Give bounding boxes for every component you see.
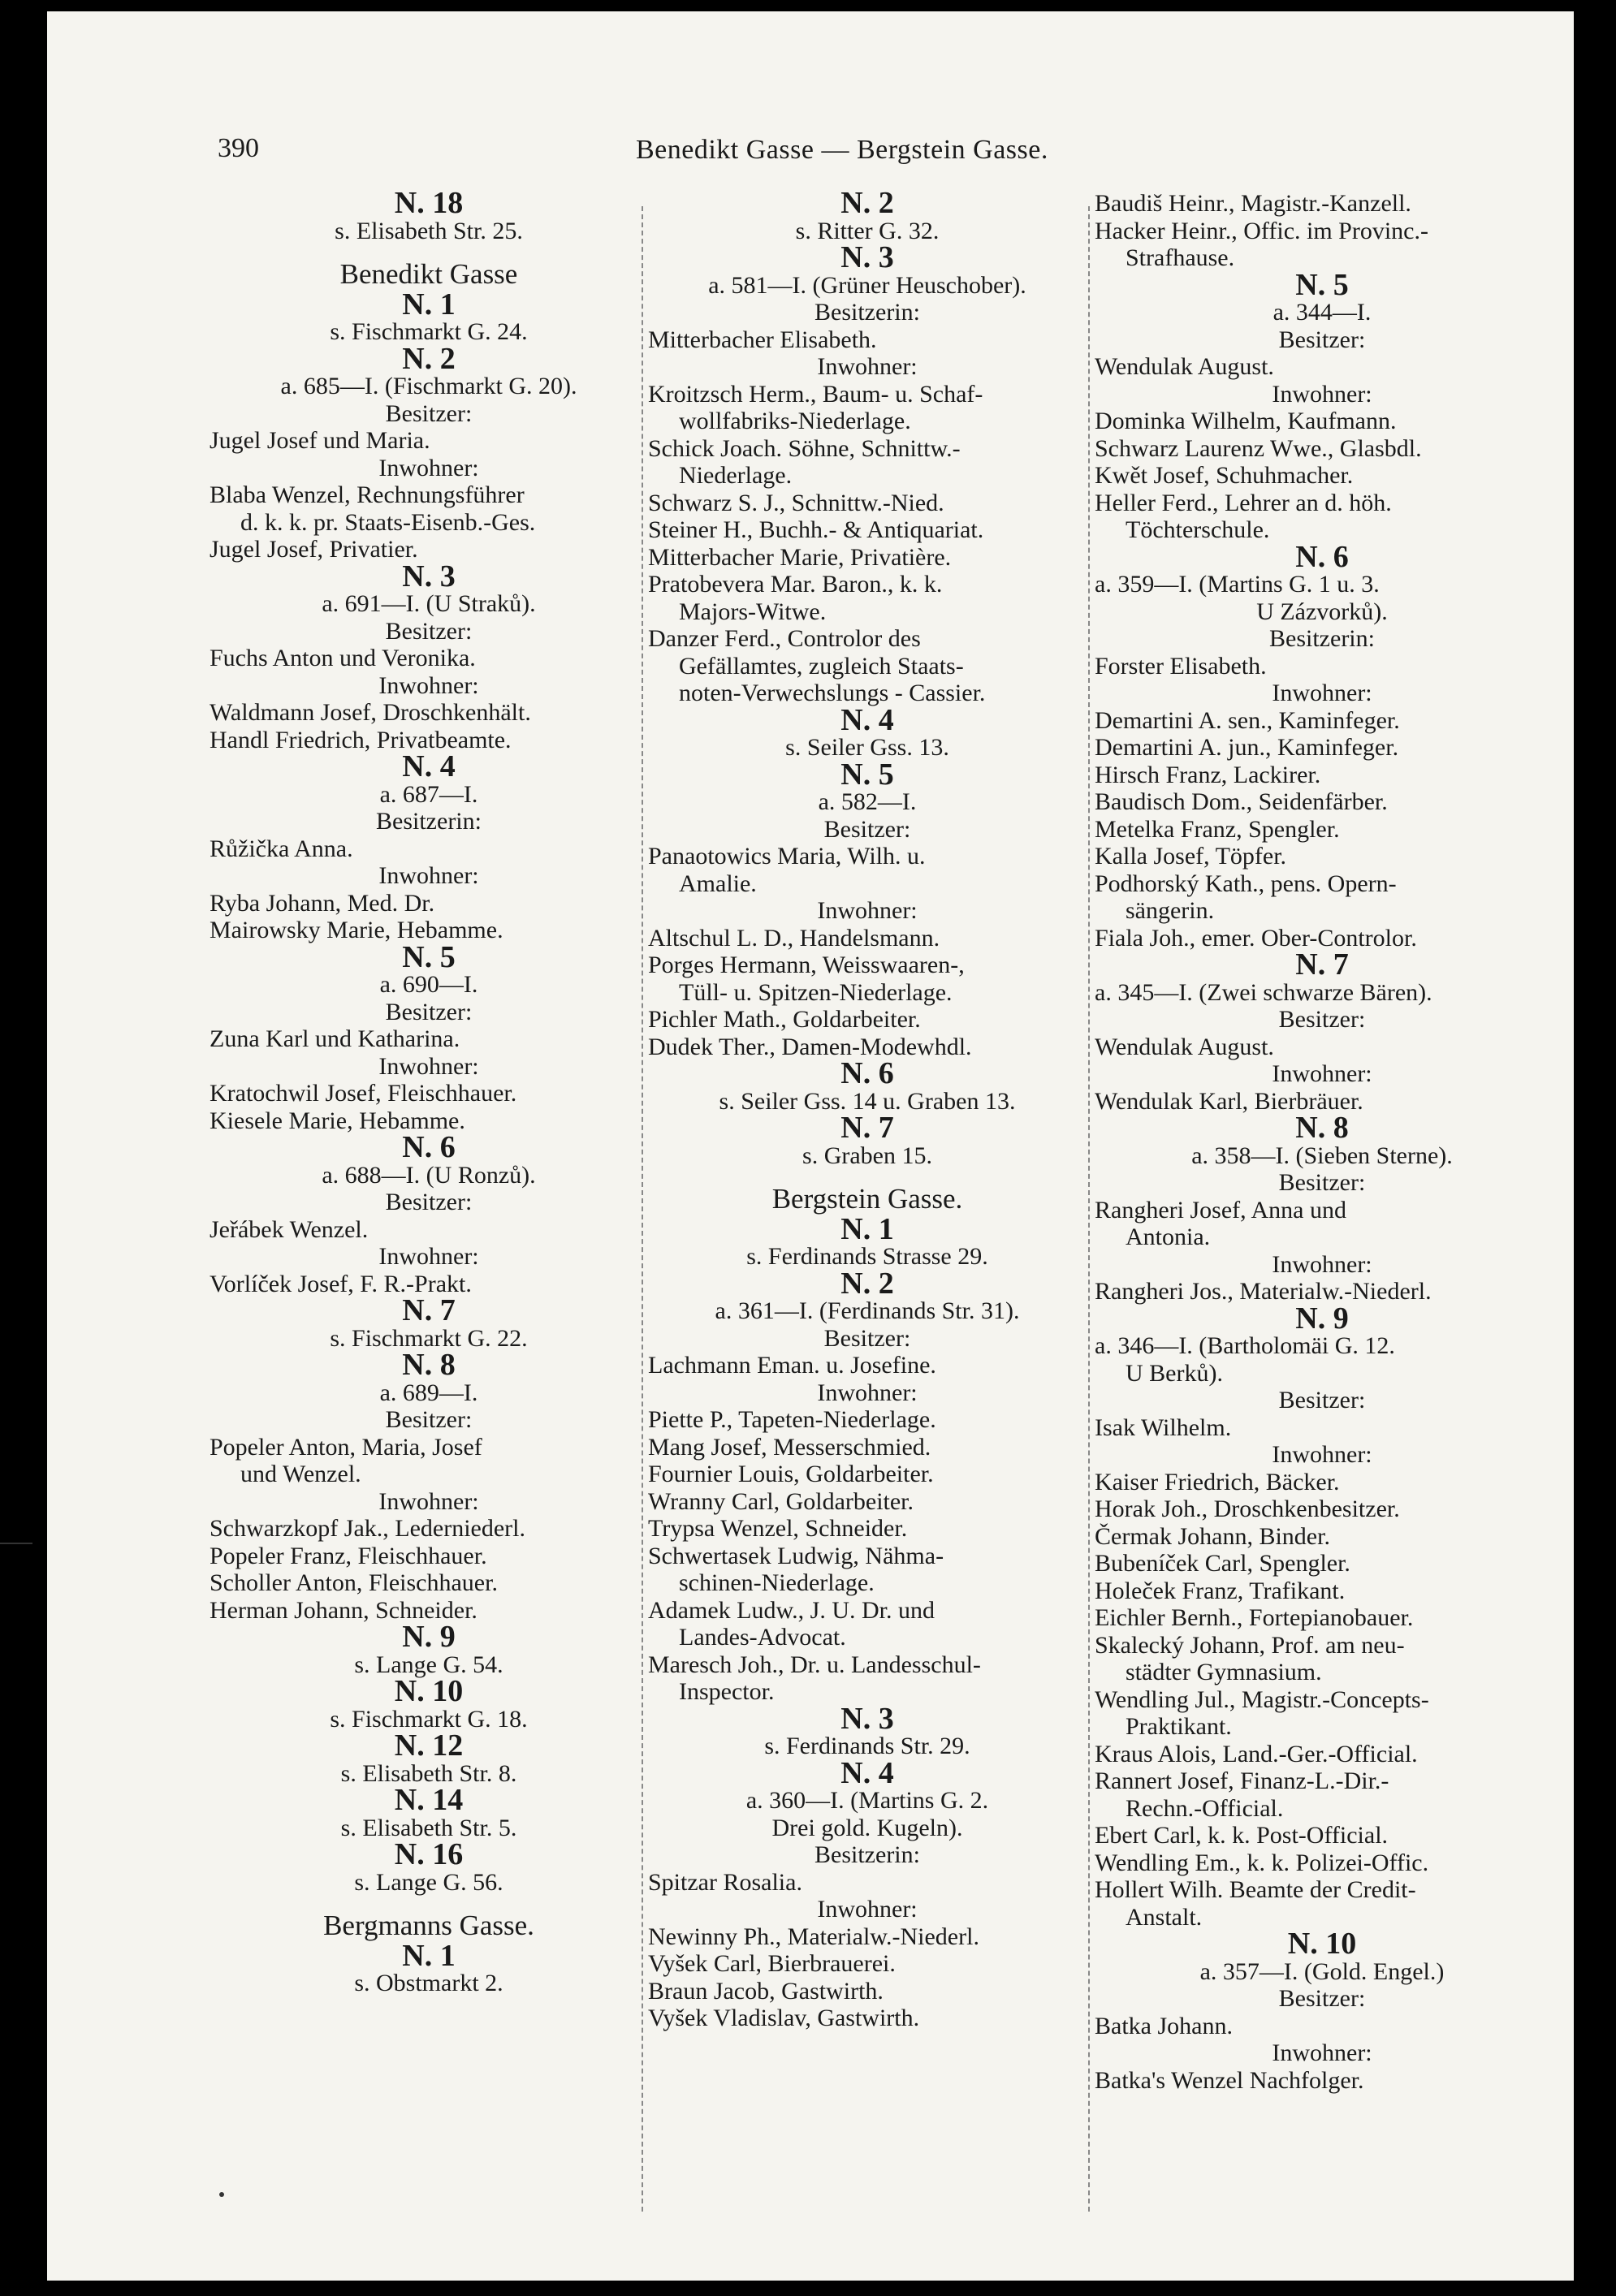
entry-line: a. 345—I. (Zwei schwarze Bären). xyxy=(1095,978,1432,1006)
entry-line: Schick Joach. Söhne, Schnittw.- xyxy=(648,434,961,462)
house-number: N. 5 xyxy=(402,939,456,974)
centered-line: s. Fischmarkt G. 22. xyxy=(330,1324,528,1352)
centered-line: a. 690—I. xyxy=(379,971,478,998)
centered-line: Inwohner: xyxy=(817,1896,918,1923)
entry-line: Kwět Josef, Schuhmacher. xyxy=(1095,462,1354,489)
entry-continuation: Strafhause. xyxy=(1126,244,1235,271)
entry-line: Adamek Ludw., J. U. Dr. und xyxy=(648,1596,935,1624)
entry-line: Mitterbacher Marie, Privatière. xyxy=(648,543,952,571)
entry-continuation: d. k. k. pr. Staats-Eisenb.-Ges. xyxy=(240,508,536,536)
centered-line: a. 688—I. (U Ronzů). xyxy=(322,1161,536,1189)
entry-line: Danzer Ferd., Controlor des xyxy=(648,625,921,652)
entry-line: Mairowsky Marie, Hebamme. xyxy=(210,917,503,943)
column-divider xyxy=(1088,206,1090,2212)
entry-line: Hollert Wilh. Beamte der Credit- xyxy=(1095,1876,1416,1903)
centered-line: a. 361—I. (Ferdinands Str. 31). xyxy=(715,1297,1020,1324)
entry-line: Trypsa Wenzel, Schneider. xyxy=(648,1515,908,1542)
entry-line: Vyšek Vladislav, Gastwirth. xyxy=(648,2005,920,2031)
centered-line: a. 687—I. xyxy=(379,780,478,808)
entry-line: Braun Jacob, Gastwirth. xyxy=(648,1977,884,2005)
centered-line: Inwohner: xyxy=(1272,1250,1372,1278)
centered-line: a. 689—I. xyxy=(379,1379,478,1406)
entry-line: Waldmann Josef, Droschkenhält. xyxy=(210,699,531,726)
house-number: N. 8 xyxy=(402,1348,456,1382)
entry-line: Zuna Karl und Katharina. xyxy=(210,1025,460,1052)
centered-line: Besitzer: xyxy=(1278,1169,1366,1196)
page-number: 390 xyxy=(218,133,259,163)
entry-line: Vorlíček Josef, F. R.-Prakt. xyxy=(210,1270,472,1297)
house-number: N. 1 xyxy=(402,287,456,322)
centered-line: Drei gold. Kugeln). xyxy=(771,1814,963,1841)
entry-line: Handl Friedrich, Privatbeamte. xyxy=(210,726,512,753)
centered-line: s. Fischmarkt G. 18. xyxy=(330,1705,528,1733)
street-heading: Bergstein Gasse. xyxy=(771,1183,963,1215)
centered-line: s. Obstmarkt 2. xyxy=(354,1970,503,1996)
entry-line: Skalecký Johann, Prof. am neu- xyxy=(1095,1631,1405,1659)
print-speck xyxy=(219,2192,224,2197)
entry-continuation: städter Gymnasium. xyxy=(1126,1659,1322,1685)
entry-continuation: Töchterschule. xyxy=(1126,516,1270,543)
entry-continuation: sängerin. xyxy=(1126,897,1215,924)
centered-line: Inwohner: xyxy=(1272,680,1372,706)
entry-line: Forster Elisabeth. xyxy=(1095,652,1267,680)
centered-line: Besitzerin: xyxy=(376,808,482,835)
entry-continuation: schinen-Niederlage. xyxy=(679,1569,875,1596)
centered-line: a. 344—I. xyxy=(1272,299,1372,326)
entry-continuation: noten-Verwechslungs - Cassier. xyxy=(679,680,986,706)
centered-line: Besitzerin: xyxy=(814,299,920,326)
house-number: N. 7 xyxy=(840,1111,894,1145)
entry-line: Kiesele Marie, Hebamme. xyxy=(210,1107,465,1134)
entry-line: Wendulak Karl, Bierbräuer. xyxy=(1095,1087,1363,1115)
entry-line: Popeler Franz, Fleischhauer. xyxy=(210,1542,487,1569)
centered-line: Inwohner: xyxy=(378,1243,479,1270)
entry-line: Spitzar Rosalia. xyxy=(648,1868,802,1896)
entry-line: Schwarz Laurenz Wwe., Glasbdl. xyxy=(1095,434,1422,462)
entry-line: Čermak Johann, Binder. xyxy=(1095,1522,1330,1550)
entry-line: Demartini A. jun., Kaminfeger. xyxy=(1095,734,1399,761)
entry-continuation: Anstalt. xyxy=(1126,1903,1203,1931)
entry-line: Herman Johann, Schneider. xyxy=(210,1596,477,1624)
house-number: N. 3 xyxy=(402,559,456,593)
entry-continuation: Gefällamtes, zugleich Staats- xyxy=(679,652,964,680)
entry-continuation: U Berků). xyxy=(1126,1359,1223,1387)
centered-line: Besitzer: xyxy=(1278,1985,1366,2012)
house-number: N. 18 xyxy=(394,186,464,220)
entry-continuation: und Wenzel. xyxy=(240,1461,361,1487)
centered-line: Besitzer: xyxy=(385,399,473,427)
entry-line: Piette P., Tapeten-Niederlage. xyxy=(648,1406,936,1433)
entry-continuation: Niederlage. xyxy=(679,462,793,489)
house-number: N. 3 xyxy=(840,1701,894,1736)
entry-line: Batka Johann. xyxy=(1095,2012,1233,2039)
centered-line: Inwohner: xyxy=(378,862,479,889)
entry-line: a. 359—I. (Martins G. 1 u. 3. xyxy=(1095,571,1380,598)
entry-line: Schwertasek Ludwig, Nähma- xyxy=(648,1542,944,1569)
centered-line: a. 357—I. (Gold. Engel.) xyxy=(1199,1957,1445,1985)
entry-line: Wendulak August. xyxy=(1095,1033,1274,1060)
house-number: N. 7 xyxy=(1295,947,1349,982)
entry-continuation: Rechn.-Official. xyxy=(1126,1794,1284,1822)
house-number: N. 12 xyxy=(394,1728,464,1763)
entry-line: Isak Wilhelm. xyxy=(1095,1413,1232,1441)
entry-continuation: Tüll- u. Spitzen-Niederlage. xyxy=(679,978,953,1006)
entry-line: Heller Ferd., Lehrer an d. höh. xyxy=(1095,489,1392,516)
entry-continuation: Antonia. xyxy=(1126,1224,1211,1250)
house-number: N. 7 xyxy=(402,1293,456,1327)
centered-line: Besitzer: xyxy=(385,1406,473,1433)
entry-line: Fiala Joh., emer. Ober-Controlor. xyxy=(1095,924,1417,952)
centered-line: s. Ritter G. 32. xyxy=(795,217,940,244)
centered-line: a. 582—I. xyxy=(818,788,917,815)
entry-line: Fournier Louis, Goldarbeiter. xyxy=(648,1461,934,1487)
house-number: N. 14 xyxy=(394,1783,464,1817)
margin-mark xyxy=(0,1543,32,1544)
entry-line: Hirsch Franz, Lackirer. xyxy=(1095,761,1321,788)
entry-line: Wranny Carl, Goldarbeiter. xyxy=(648,1487,914,1515)
entry-line: Bubeníček Carl, Spengler. xyxy=(1095,1550,1350,1577)
entry-line: Rangheri Jos., Materialw.-Niederl. xyxy=(1095,1278,1432,1305)
centered-line: Besitzer: xyxy=(385,617,473,645)
entry-continuation: Landes-Advocat. xyxy=(679,1624,846,1651)
centered-line: Besitzerin: xyxy=(1269,625,1375,652)
centered-line: Besitzer: xyxy=(1278,326,1366,353)
entry-line: Holeček Franz, Trafikant. xyxy=(1095,1577,1346,1604)
entry-line: Demartini A. sen., Kaminfeger. xyxy=(1095,706,1400,734)
centered-line: a. 691—I. (U Straků). xyxy=(322,590,536,617)
centered-line: Inwohner: xyxy=(817,353,918,380)
house-number: N. 9 xyxy=(402,1620,456,1654)
centered-line: s. Elisabeth Str. 25. xyxy=(335,217,523,244)
house-number: N. 2 xyxy=(402,341,456,376)
centered-line: Inwohner: xyxy=(378,454,479,481)
entry-line: Rangheri Josef, Anna und xyxy=(1095,1196,1346,1224)
centered-line: Inwohner: xyxy=(378,671,479,699)
column-2 xyxy=(648,186,1087,2032)
centered-line: s. Lange G. 56. xyxy=(354,1868,503,1896)
house-number: N. 5 xyxy=(1295,267,1349,302)
entry-line: Baudisch Dom., Seidenfärber. xyxy=(1095,788,1388,815)
entry-line: Newinny Ph., Materialw.-Niederl. xyxy=(648,1923,979,1950)
document-page xyxy=(47,11,1574,2281)
entry-line: Altschul L. D., Handelsmann. xyxy=(648,924,940,952)
centered-line: s. Elisabeth Str. 8. xyxy=(340,1759,517,1787)
entry-line: Porges Hermann, Weisswaaren-, xyxy=(648,952,965,978)
house-number: N. 10 xyxy=(394,1674,464,1708)
house-number: N. 4 xyxy=(840,1755,894,1790)
house-number: N. 4 xyxy=(840,702,894,737)
centered-line: Besitzer: xyxy=(385,1189,473,1215)
centered-line: Inwohner: xyxy=(1272,2039,1372,2066)
entry-line: Mitterbacher Elisabeth. xyxy=(648,326,877,353)
entry-line: Dominka Wilhelm, Kaufmann. xyxy=(1095,408,1397,434)
house-number: N. 8 xyxy=(1295,1111,1349,1145)
centered-line: Inwohner: xyxy=(378,1487,479,1515)
entry-line: Ryba Johann, Med. Dr. xyxy=(210,889,435,917)
centered-line: a. 360—I. (Martins G. 2. xyxy=(745,1787,989,1814)
street-heading: Bergmanns Gasse. xyxy=(323,1910,534,1941)
centered-line: s. Lange G. 54. xyxy=(354,1651,503,1678)
centered-line: Inwohner: xyxy=(817,897,918,924)
centered-line: s. Ferdinands Str. 29. xyxy=(764,1733,970,1759)
entry-line: Jugel Josef und Maria. xyxy=(210,427,430,454)
centered-line: Besitzerin: xyxy=(814,1841,920,1868)
column-divider xyxy=(642,206,643,2212)
centered-line: Besitzer: xyxy=(385,998,473,1025)
centered-line: Inwohner: xyxy=(1272,1060,1372,1087)
entry-line: Ebert Carl, k. k. Post-Official. xyxy=(1095,1822,1389,1849)
entry-line: Mang Josef, Messerschmied. xyxy=(648,1433,931,1461)
house-number: N. 2 xyxy=(840,1266,894,1301)
entry-continuation: Praktikant. xyxy=(1126,1713,1232,1740)
entry-line: Steiner H., Buchh.- & Antiquariat. xyxy=(648,516,984,543)
column-1 xyxy=(210,186,648,1997)
entry-line: Hacker Heinr., Offic. im Provinc.- xyxy=(1095,217,1428,244)
entry-line: Schwarz S. J., Schnittw.-Nied. xyxy=(648,489,944,516)
entry-line: Kalla Josef, Töpfer. xyxy=(1095,843,1287,870)
entry-continuation: Amalie. xyxy=(679,870,757,897)
centered-line: Besitzer: xyxy=(823,1324,911,1352)
entry-line: Vyšek Carl, Bierbrauerei. xyxy=(648,1950,896,1977)
centered-line: Besitzer: xyxy=(1278,1006,1366,1033)
running-title: Benedikt Gasse — Bergstein Gasse. xyxy=(636,135,1048,165)
entry-line: Horak Joh., Droschkenbesitzer. xyxy=(1095,1495,1400,1522)
centered-line: s. Elisabeth Str. 5. xyxy=(340,1814,517,1841)
house-number: N. 5 xyxy=(840,757,894,792)
entry-line: Schwarzkopf Jak., Lederniederl. xyxy=(210,1515,526,1542)
house-number: N. 4 xyxy=(402,749,456,783)
column-3 xyxy=(1095,190,1549,2094)
entry-line: Kroitzsch Herm., Baum- u. Schaf- xyxy=(648,380,983,408)
centered-line: a. 685—I. (Fischmarkt G. 20). xyxy=(280,373,577,399)
house-number: N. 9 xyxy=(1295,1301,1349,1336)
entry-line: Lachmann Eman. u. Josefine. xyxy=(648,1352,936,1379)
entry-line: Blaba Wenzel, Rechnungsführer xyxy=(210,481,525,508)
entry-line: Wendulak August. xyxy=(1095,353,1274,380)
entry-line: Metelka Franz, Spengler. xyxy=(1095,815,1340,843)
entry-line: a. 346—I. (Bartholomäi G. 12. xyxy=(1095,1332,1395,1359)
entry-line: Scholler Anton, Fleischhauer. xyxy=(210,1569,498,1596)
entry-line: Panaotowics Maria, Wilh. u. xyxy=(648,843,926,870)
entry-line: Dudek Ther., Damen-Modewhdl. xyxy=(648,1033,972,1060)
centered-line: s. Seiler Gss. 13. xyxy=(785,734,949,761)
entry-line: Pratobevera Mar. Baron., k. k. xyxy=(648,571,943,598)
entry-line: Jeřábek Wenzel. xyxy=(210,1215,369,1243)
entry-line: Podhorský Kath., pens. Opern- xyxy=(1095,870,1397,897)
entry-line: Rannert Josef, Finanz-L.-Dir.- xyxy=(1095,1767,1389,1794)
house-number: N. 6 xyxy=(840,1056,894,1090)
centered-line: Inwohner: xyxy=(378,1052,479,1080)
house-number: N. 1 xyxy=(840,1211,894,1246)
centered-line: a. 581—I. (Grüner Heuschober). xyxy=(708,271,1026,299)
entry-line: Batka's Wenzel Nachfolger. xyxy=(1095,2066,1364,2094)
house-number: N. 2 xyxy=(840,186,894,220)
entry-continuation: Majors-Witwe. xyxy=(679,598,827,625)
entry-line: Kratochwil Josef, Fleischhauer. xyxy=(210,1080,517,1107)
entry-line: Eichler Bernh., Fortepianobauer. xyxy=(1095,1604,1414,1631)
house-number: N. 16 xyxy=(394,1837,464,1871)
centered-line: U Zázvorků). xyxy=(1256,598,1388,625)
entry-continuation: wollfabriks-Niederlage. xyxy=(679,408,911,434)
house-number: N. 1 xyxy=(402,1938,456,1973)
centered-line: Besitzer: xyxy=(823,815,911,843)
house-number: N. 10 xyxy=(1287,1927,1357,1961)
page-header xyxy=(47,125,1574,174)
house-number: N. 6 xyxy=(402,1130,456,1164)
centered-line: Besitzer: xyxy=(1278,1387,1366,1413)
house-number: N. 6 xyxy=(1295,539,1349,574)
entry-line: Popeler Anton, Maria, Josef xyxy=(210,1433,482,1461)
entry-line: Baudiš Heinr., Magistr.-Kanzell. xyxy=(1095,190,1411,217)
entry-line: Maresch Joh., Dr. u. Landesschul- xyxy=(648,1651,981,1678)
entry-line: Růžička Anna. xyxy=(210,835,353,862)
centered-line: Inwohner: xyxy=(1272,380,1372,408)
entry-line: Wendling Em., k. k. Polizei-Offic. xyxy=(1095,1849,1429,1876)
house-number: N. 3 xyxy=(840,240,894,274)
entry-line: Pichler Math., Goldarbeiter. xyxy=(648,1006,921,1033)
entry-line: Wendling Jul., Magistr.-Concepts- xyxy=(1095,1685,1429,1713)
entry-line: Kaiser Friedrich, Bäcker. xyxy=(1095,1468,1340,1495)
centered-line: s. Seiler Gss. 14 u. Graben 13. xyxy=(719,1087,1016,1115)
centered-line: a. 358—I. (Sieben Sterne). xyxy=(1191,1142,1453,1169)
centered-line: Inwohner: xyxy=(1272,1441,1372,1468)
centered-line: Inwohner: xyxy=(817,1379,918,1406)
entry-line: Kraus Alois, Land.-Ger.-Official. xyxy=(1095,1740,1418,1767)
entry-line: Jugel Josef, Privatier. xyxy=(210,536,418,563)
entry-line: Fuchs Anton und Veronika. xyxy=(210,645,476,671)
street-heading: Benedikt Gasse xyxy=(339,258,518,290)
entry-continuation: Inspector. xyxy=(679,1678,775,1705)
centered-line: s. Fischmarkt G. 24. xyxy=(330,318,528,345)
centered-line: s. Graben 15. xyxy=(802,1142,932,1169)
centered-line: s. Ferdinands Strasse 29. xyxy=(746,1243,988,1270)
